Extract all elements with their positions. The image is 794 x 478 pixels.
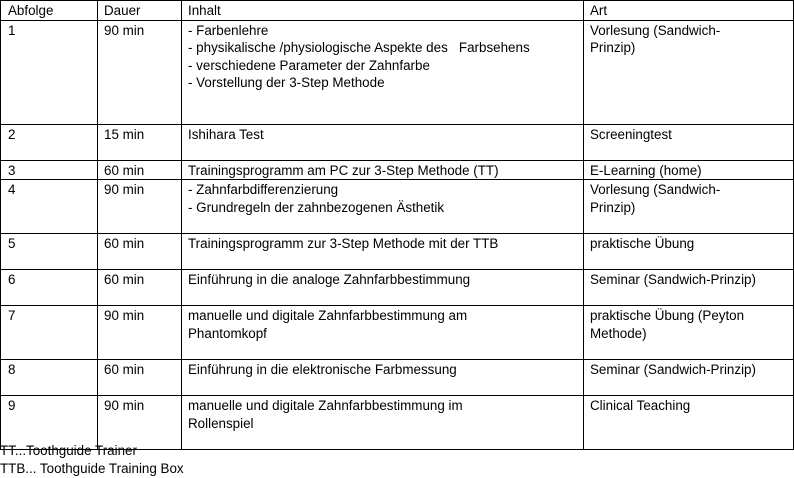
table-row bbox=[1, 160, 794, 180]
cell-art bbox=[584, 20, 794, 124]
table-row bbox=[1, 180, 794, 234]
cell-art bbox=[584, 270, 794, 306]
cell-abfolge: 2 bbox=[1, 124, 98, 160]
cell-art bbox=[584, 180, 794, 234]
cell-inhalt bbox=[182, 396, 584, 450]
cell-art-line: E-Learning (home) bbox=[590, 162, 702, 178]
table-row bbox=[1, 234, 794, 270]
cell-inhalt bbox=[182, 306, 584, 360]
cell-inhalt-line: Ishihara Test bbox=[188, 126, 264, 142]
cell-art bbox=[584, 234, 794, 270]
cell-dauer: 15 min bbox=[98, 124, 182, 160]
cell-inhalt-line: - Zahnfarbdifferenzierung bbox=[188, 182, 339, 197]
cell-art bbox=[584, 396, 794, 450]
cell-inhalt bbox=[182, 234, 584, 270]
cell-inhalt bbox=[182, 360, 584, 396]
cell-abfolge: 5 bbox=[1, 234, 98, 270]
cell-dauer: 90 min bbox=[98, 396, 182, 450]
cell-inhalt-line: Phantomkopf bbox=[188, 325, 267, 341]
cell-inhalt-line: manuelle und digitale Zahnfarbbestimmung am bbox=[188, 308, 468, 323]
header-dauer: Dauer bbox=[98, 1, 182, 21]
cell-art-line: Vorlesung (Sandwich- bbox=[590, 22, 721, 38]
footnote-tt: TT...Toothguide Trainer bbox=[0, 443, 137, 458]
cell-art-line: Prinzip) bbox=[590, 40, 636, 55]
cell-inhalt-line: Einführung in die analoge Zahnfarbbestimmung bbox=[188, 272, 471, 287]
cell-inhalt bbox=[182, 160, 584, 180]
cell-art-line: Methode) bbox=[590, 325, 647, 341]
cell-dauer: 60 min bbox=[98, 270, 182, 306]
cell-inhalt-line: Einführung in die elektronische Farbmessung bbox=[188, 362, 457, 377]
cell-art-line: Prinzip) bbox=[590, 199, 636, 215]
cell-inhalt-line: Trainingsprogramm am PC zur 3-Step Methode (TT) bbox=[188, 162, 499, 178]
footnotes bbox=[0, 442, 184, 478]
cell-dauer: 90 min bbox=[98, 180, 182, 234]
cell-dauer: 90 min bbox=[98, 306, 182, 360]
cell-inhalt-line: - Farbenlehre bbox=[188, 22, 269, 38]
cell-art bbox=[584, 360, 794, 396]
cell-inhalt bbox=[182, 20, 584, 124]
table-row bbox=[1, 270, 794, 306]
cell-abfolge: 3 bbox=[1, 160, 98, 180]
cell-inhalt bbox=[182, 270, 584, 306]
cell-abfolge: 9 bbox=[1, 396, 98, 450]
cell-dauer: 60 min bbox=[98, 234, 182, 270]
cell-art bbox=[584, 160, 794, 180]
cell-abfolge: 4 bbox=[1, 180, 98, 234]
cell-dauer: 60 min bbox=[98, 360, 182, 396]
cell-dauer: 90 min bbox=[98, 20, 182, 124]
header-inhalt: Inhalt bbox=[182, 1, 584, 21]
cell-inhalt-line: - Vorstellung der 3-Step Methode bbox=[188, 75, 385, 90]
cell-inhalt-line: manuelle und digitale Zahnfarbbestimmung im bbox=[188, 398, 463, 413]
cell-inhalt-line: Rollenspiel bbox=[188, 415, 254, 431]
cell-art bbox=[584, 124, 794, 160]
cell-art bbox=[584, 306, 794, 360]
cell-abfolge: 1 bbox=[1, 20, 98, 124]
header-abfolge: Abfolge bbox=[1, 1, 98, 21]
cell-inhalt-line: - physikalische /physiologische Aspekte des Farbsehens bbox=[188, 40, 530, 55]
footnote-ttb: TTB... Toothguide Training Box bbox=[0, 461, 184, 476]
table-row bbox=[1, 124, 794, 160]
cell-inhalt bbox=[182, 180, 584, 234]
cell-abfolge: 8 bbox=[1, 360, 98, 396]
cell-inhalt-line: Trainingsprogramm zur 3-Step Methode mit der TTB bbox=[188, 236, 499, 251]
cell-inhalt bbox=[182, 124, 584, 160]
cell-abfolge: 6 bbox=[1, 270, 98, 306]
table-row bbox=[1, 20, 794, 124]
header-row bbox=[1, 1, 794, 21]
cell-art-line: Seminar (Sandwich-Prinzip) bbox=[590, 362, 756, 377]
cell-art-line: Screeningtest bbox=[590, 126, 672, 142]
cell-art-line: Clinical Teaching bbox=[590, 398, 691, 413]
cell-abfolge: 7 bbox=[1, 306, 98, 360]
cell-dauer: 60 min bbox=[98, 160, 182, 180]
cell-art-line: Vorlesung (Sandwich- bbox=[590, 182, 721, 197]
cell-art-line: praktische Übung (Peyton bbox=[590, 308, 745, 323]
table-row bbox=[1, 360, 794, 396]
header-art: Art bbox=[584, 1, 794, 21]
table-row bbox=[1, 306, 794, 360]
cell-art-line: Seminar (Sandwich-Prinzip) bbox=[590, 272, 756, 287]
cell-inhalt-line: - verschiedene Parameter der Zahnfarbe bbox=[188, 57, 430, 73]
cell-inhalt-line: - Grundregeln der zahnbezogenen Ästhetik bbox=[188, 199, 445, 215]
cell-art-line: praktische Übung bbox=[590, 236, 695, 251]
